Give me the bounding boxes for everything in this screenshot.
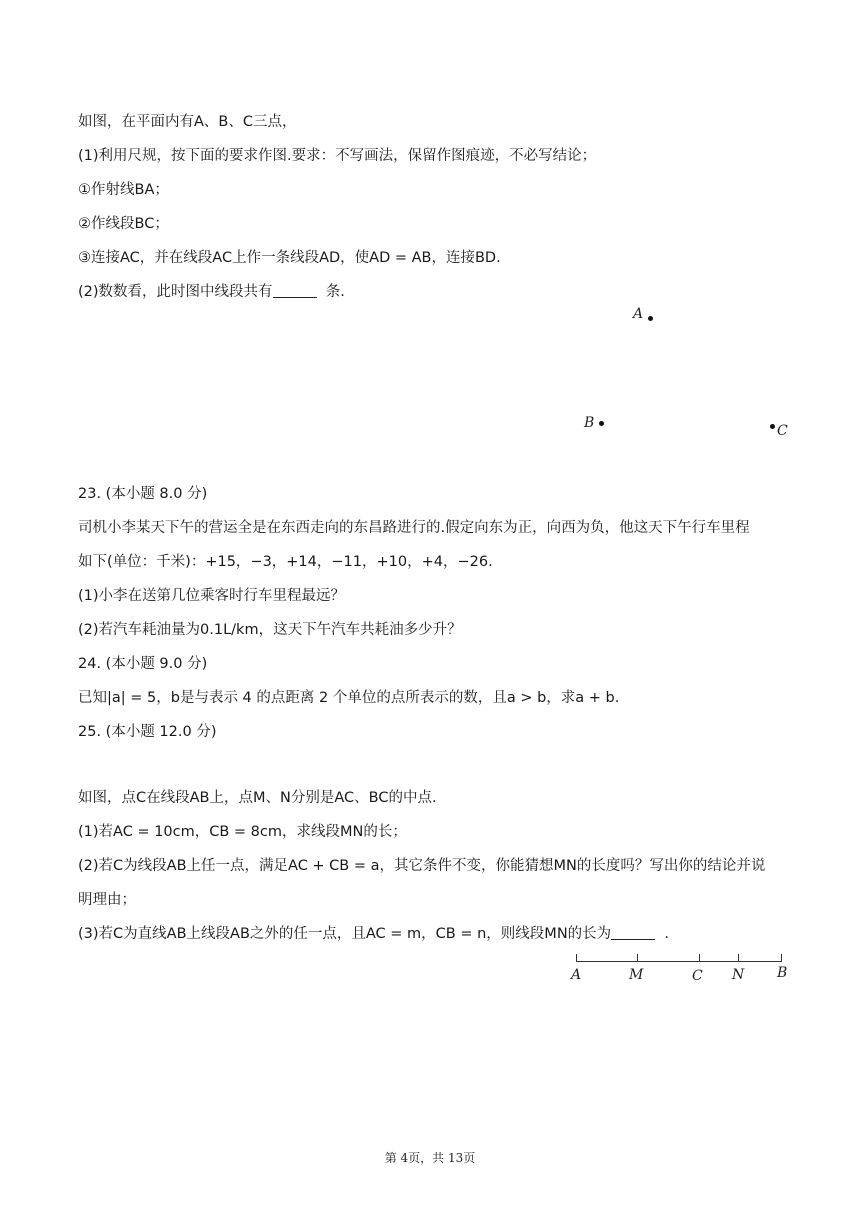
segment-label-n: N xyxy=(732,967,745,983)
segment-label-m: M xyxy=(629,967,644,983)
tick-m xyxy=(637,954,638,962)
page-footer: 第 4页，共 13页 xyxy=(384,1151,476,1165)
tick-n xyxy=(738,954,739,962)
q22-part2-tail: 条. xyxy=(325,284,345,300)
q22-step1: ①作射线BA； xyxy=(78,182,169,198)
point-a-dot xyxy=(648,316,653,321)
q22-part2-text: (2)数数看，此时图中线段共有 xyxy=(78,284,273,300)
q23-text2: 如下(单位：千米)：+15，−3，+14，−11，+10，+4，−26. xyxy=(78,554,493,570)
q25-header: 25. (本小题 12.0 分) xyxy=(78,724,217,740)
q22-part2 xyxy=(78,282,345,302)
q25-part3-text: (3)若C为直线AB上线段AB之外的任一点，且AC = m，CB = n，则线段MN的长为 xyxy=(78,926,612,942)
tick-b xyxy=(781,954,782,962)
tick-c xyxy=(699,954,700,962)
point-c-dot xyxy=(770,424,775,429)
tick-a xyxy=(576,954,577,962)
q25-part2a: (2)若C为线段AB上任一点，满足AC + CB = a，其它条件不变，你能猜想MN的长度吗？写出你的结论并说 xyxy=(78,858,766,874)
q22-step2: ②作线段BC； xyxy=(78,216,169,232)
segment-ab xyxy=(576,961,782,962)
point-a-label: A xyxy=(633,306,644,322)
answer-blank xyxy=(611,925,655,940)
q24-text: 已知|a| = 5，b是与表示 4 的点距离 2 个单位的点所表示的数，且a > b，求a + b. xyxy=(78,690,620,706)
q22-step3: ③连接AC，并在线段AC上作一条线段AD，使AD = AB，连接BD. xyxy=(78,250,501,266)
q25-part3 xyxy=(78,924,669,944)
q25-part2b: 明理由； xyxy=(78,892,136,908)
q25-part3-tail: . xyxy=(664,926,669,942)
segment-label-c: C xyxy=(692,968,703,984)
segment-label-a: A xyxy=(571,967,582,983)
point-b-label: B xyxy=(584,415,595,431)
q22-part1: (1)利用尺规，按下面的要求作图.要求：不写画法，保留作图痕迹，不必写结论； xyxy=(78,148,597,164)
q25-intro: 如图，点C在线段AB上，点M、N分别是AC、BC的中点. xyxy=(78,790,437,806)
point-b-dot xyxy=(599,421,604,426)
q23-header: 23. (本小题 8.0 分) xyxy=(78,486,208,502)
point-c-label: C xyxy=(777,423,788,439)
answer-blank xyxy=(273,283,317,298)
q23-part1: (1)小李在送第几位乘客时行车里程最远？ xyxy=(78,588,346,604)
q22-intro: 如图，在平面内有A、B、C三点， xyxy=(78,114,297,130)
q23-part2: (2)若汽车耗油量为0.1L/km，这天下午汽车共耗油多少升？ xyxy=(78,622,462,638)
q24-header: 24. (本小题 9.0 分) xyxy=(78,656,208,672)
q25-part1: (1)若AC = 10cm，CB = 8cm，求线段MN的长； xyxy=(78,824,407,840)
q23-text1: 司机小李某天下午的营运全是在东西走向的东昌路进行的.假定向东为正，向西为负，他这天下午行车里程 xyxy=(78,520,750,536)
segment-label-b: B xyxy=(777,965,788,981)
